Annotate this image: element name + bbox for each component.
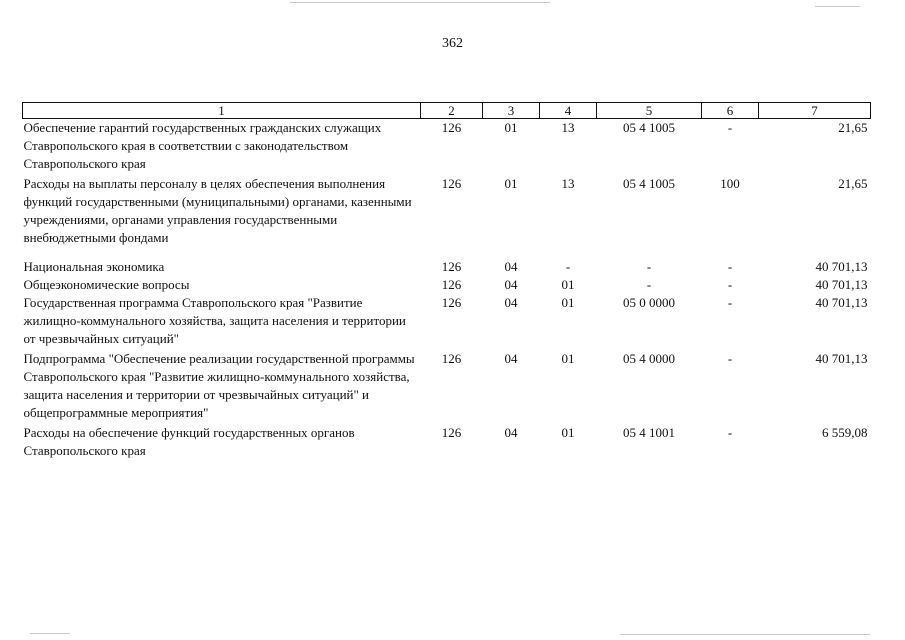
row-description: Подпрограмма "Обеспечение реализации государственной программы Ставропольского края "Развитие жилищно-коммунального хозяйства, защита населения и территории от чрезвычайных ситуаций" и общепрограммные мероприятия" [23, 351, 415, 420]
row-description: Расходы на выплаты персоналу в целях обеспечения выполнения функций государственными (муниципальными) органами, казенными учреждениями, органами управления государственными внебюджетными фондами [23, 176, 412, 245]
table-row [23, 294, 871, 350]
row-target: 05 4 1001 [623, 425, 675, 440]
header-row [23, 103, 871, 119]
row-description: Обеспечение гарантий государственных гражданских служащих Ставропольского края в соответствии с законодательством Ставропольского края [23, 120, 382, 171]
table-header [23, 103, 871, 119]
row-subsection: 01 [561, 351, 575, 366]
row-type: - [727, 277, 733, 292]
table-row [23, 119, 871, 176]
header-cell-3: 3 [483, 103, 540, 119]
spacer-cell [23, 247, 871, 258]
header-cell-7: 7 [759, 103, 871, 119]
row-target: 05 0 0000 [623, 295, 675, 310]
row-code: 126 [441, 277, 462, 292]
row-subsection: 01 [561, 295, 575, 310]
row-code: 126 [441, 259, 462, 274]
budget-table [22, 102, 871, 460]
row-target: 05 4 1005 [623, 120, 675, 135]
scan-artifact-top-right [815, 6, 860, 7]
row-type: - [727, 120, 733, 135]
row-section: 04 [504, 295, 518, 310]
row-amount: 40 701,13 [815, 295, 868, 310]
row-target: - [646, 259, 652, 274]
scan-artifact-bottom-right [620, 634, 870, 635]
row-amount: 21,65 [838, 120, 868, 135]
table-body [23, 119, 871, 461]
row-description: Расходы на обеспечение функций государственных органов Ставропольского края [23, 425, 355, 458]
table-row [23, 175, 871, 247]
row-code: 126 [441, 425, 462, 440]
row-code: 126 [441, 176, 462, 191]
row-section: 01 [504, 176, 518, 191]
row-target: 05 4 0000 [623, 351, 675, 366]
table-row [23, 276, 871, 294]
row-section: 04 [504, 425, 518, 440]
row-target: 05 4 1005 [623, 176, 675, 191]
scan-artifact-bottom-left [30, 633, 70, 634]
row-type: - [727, 425, 733, 440]
row-code: 126 [441, 351, 462, 366]
header-cell-1: 1 [23, 103, 421, 119]
row-spacer [23, 247, 871, 258]
row-amount: 40 701,13 [815, 259, 868, 274]
row-code: 126 [441, 120, 462, 135]
row-code: 126 [441, 295, 462, 310]
row-section: 04 [504, 259, 518, 274]
row-section: 04 [504, 277, 518, 292]
scan-artifact-top [290, 2, 550, 3]
row-subsection: 13 [561, 176, 575, 191]
row-description: Общеэкономические вопросы [23, 277, 190, 292]
header-cell-6: 6 [702, 103, 759, 119]
table-row [23, 350, 871, 424]
row-amount: 6 559,08 [822, 425, 868, 440]
row-subsection: 13 [561, 120, 575, 135]
row-amount: 40 701,13 [815, 351, 868, 366]
row-amount: 21,65 [838, 176, 868, 191]
header-cell-4: 4 [540, 103, 597, 119]
row-type: - [727, 295, 733, 310]
row-section: 04 [504, 351, 518, 366]
row-section: 01 [504, 120, 518, 135]
row-type: - [727, 351, 733, 366]
table-row [23, 424, 871, 460]
table-row [23, 258, 871, 276]
header-cell-5: 5 [597, 103, 702, 119]
row-amount: 40 701,13 [815, 277, 868, 292]
row-type: 100 [720, 176, 740, 191]
row-subsection: 01 [561, 425, 575, 440]
row-type: - [727, 259, 733, 274]
row-subsection: 01 [561, 277, 575, 292]
header-cell-2: 2 [421, 103, 483, 119]
page-number: 362 [442, 36, 463, 51]
row-description: Национальная экономика [23, 259, 165, 274]
row-target: - [646, 277, 652, 292]
row-subsection: - [565, 259, 571, 274]
row-description: Государственная программа Ставропольского края "Развитие жилищно-коммунального хозяйства, защита населения и территории от чрезвычайных ситуаций" [23, 295, 406, 346]
